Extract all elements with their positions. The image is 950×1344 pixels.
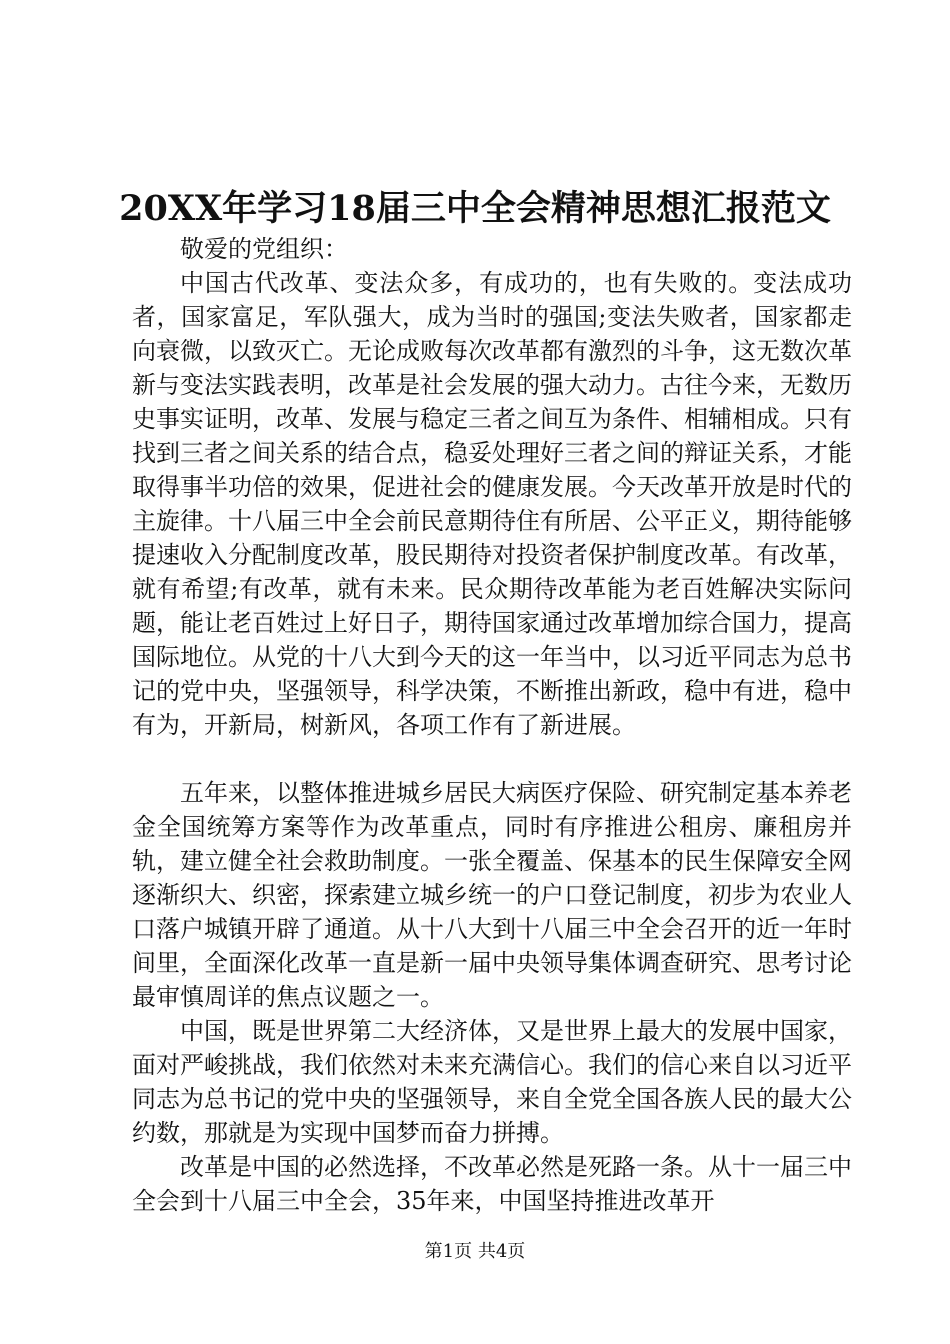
salutation: 敬爱的党组织： [180, 235, 348, 263]
paragraph-1: 中国古代改革、变法众多，有成功的，也有失败的。变法成功者，国家富足，军队强大，成为当时的强国;变法失败者，国家都走向衰微，以致灭亡。无论成败每次改革都有激烈的斗争，这无数次革新与变法实践表明，改革是社会发展的强大动力。古往今来，无数历史事实证明，改革、发展与稳定三者之间互为条件、相辅相成。只有找到三者之间关系的结合点，稳妥处理好三者之间的辩证关系，才能取得事半功倍的效果，促进社会的健康发展。今天改革开放是时代的主旋律。十八届三中全会前民意期待住有所居、公平正义，期待能够提速收入分配制度改革，股民期待对投资者保护制度改革。有改革，就有希望;有改革，就有未来。民众期待改革能为老百姓解决实际问题，能让老百姓过上好日子，期待国家通过改革增加综合国力，提高国际地位。从党的十八大到今天的这一年当中，以习近平同志为总书记的党中央，坚强领导，科学决策，不断推出新政，稳中有进，稳中有为，开新局，树新风，各项工作有了新进展。 [132, 269, 852, 739]
page-footer: 第1页 共4页 [424, 1241, 526, 1262]
document-title: 20XX年学习18届三中全会精神思想汇报范文 [119, 188, 831, 229]
paragraph-4: 改革是中国的必然选择，不改革必然是死路一条。从十一届三中全会到十八届三中全会，35年来，中国坚持推进改革开 [132, 1153, 852, 1215]
document-body [132, 232, 852, 1218]
paragraph-3: 中国，既是世界第二大经济体，又是世界上最大的发展中国家，面对严峻挑战，我们依然对未来充满信心。我们的信心来自以习近平同志为总书记的党中央的坚强领导，来自全党全国各族人民的最大公约数，那就是为实现中国梦而奋力拼搏。 [132, 1017, 852, 1147]
paragraph-2: 五年来，以整体推进城乡居民大病医疗保险、研究制定基本养老金全国统筹方案等作为改革重点，同时有序推进公租房、廉租房并轨，建立健全社会救助制度。一张全覆盖、保基本的民生保障安全网逐渐织大、织密，探索建立城乡统一的户口登记制度，初步为农业人口落户城镇开辟了通道。从十八大到十八届三中全会召开的近一年时间里，全面深化改革一直是新一届中央领导集体调查研究、思考讨论最审慎周详的焦点议题之一。 [132, 779, 852, 1011]
